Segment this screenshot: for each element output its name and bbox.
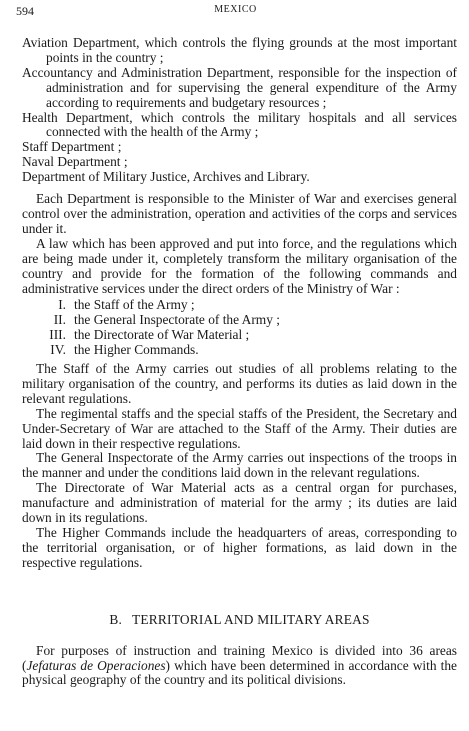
command-item [40, 298, 457, 313]
command-item [40, 343, 457, 358]
roman-numeral: III. [49, 327, 66, 343]
page-header [16, 4, 455, 20]
paragraph: A law which has been approved and put into force, and the regulations which are being made under it, completely transform the military organisation of the country and provide for the formation of the following commands and administrative services under the direct orders of the Ministry of War : [22, 235, 457, 296]
section-heading [22, 613, 457, 628]
paragraph: The regimental staffs and the special staffs of the President, the Secretary and Under-Secretary of War are attached to the Staff of the Army. Their duties are laid down in their respective regulations. [22, 405, 457, 451]
section-paragraph-text: For purposes of instruction and training Mexico is divided into 36 areas ( [22, 642, 457, 673]
paragraph: The Directorate of War Material acts as a central organ for purchases, manufacture and administration of material for the army ; its duties are laid down in its regulations. [22, 480, 457, 526]
department-item: Health Department, which controls the military hospitals and all services connected with the health of the Army ; [22, 109, 457, 140]
paragraph: The Staff of the Army carries out studies of all problems relating to the military organisation of the country, and performs its duties as laid down in the relevant regulations. [22, 361, 457, 406]
section-paragraph [22, 644, 457, 689]
department-item: Aviation Department, which controls the flying grounds at the most important points in the country ; [22, 35, 457, 65]
spanish-term: Jefaturas de Operaciones [26, 657, 166, 673]
roman-numeral: IV. [50, 342, 66, 358]
command-text: the Higher Commands. [74, 342, 199, 358]
command-text: the General Inspectorate of the Army ; [74, 312, 280, 328]
paragraph: The Higher Commands include the headquarters of areas, corresponding to the territorial organisation, or of higher formations, as laid down in the respective regulations. [22, 525, 457, 570]
page-number: 594 [16, 4, 34, 18]
command-text: the Staff of the Army ; [74, 297, 195, 313]
section-paragraph-text: ) which have been determined in accordance with the physical geography of the country and its political divisions. [22, 657, 457, 688]
roman-numeral: II. [53, 312, 66, 328]
running-title: MEXICO [214, 4, 257, 15]
department-item: Accountancy and Administration Department, responsible for the inspection of administration and for supervising the general expenditure of the Army according to requirements and budgetary resources ; [22, 64, 457, 110]
roman-numeral: I. [58, 297, 66, 313]
department-item: Department of Military Justice, Archives and Library. [22, 169, 310, 185]
paragraph: Each Department is responsible to the Minister of War and exercises general control over the administration, operation and activities of the corps and services under it. [22, 191, 457, 236]
commands-list [40, 298, 457, 358]
department-item: Naval Department ; [22, 154, 128, 170]
command-text: the Directorate of War Material ; [74, 327, 250, 343]
department-item: Staff Department ; [22, 139, 122, 155]
section-letter: B. [109, 611, 123, 627]
command-item [40, 313, 457, 328]
section-title: TERRITORIAL AND MILITARY AREAS [132, 611, 370, 627]
command-item [40, 328, 457, 343]
body-text [22, 36, 457, 688]
paragraph: The General Inspectorate of the Army carries out inspections of the troops in the manner and under the conditions laid down in the relevant regulations. [22, 450, 457, 481]
